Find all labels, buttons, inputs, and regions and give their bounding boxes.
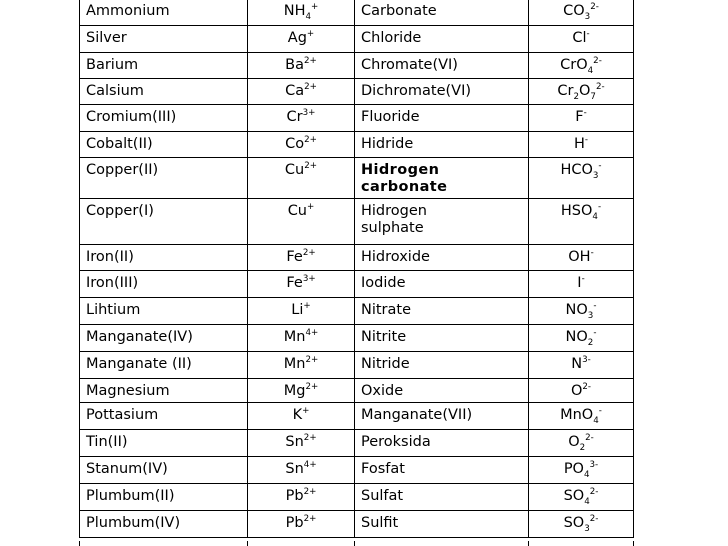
anion-formula: $O^{2-}$ <box>529 378 634 402</box>
table-row <box>80 25 634 52</box>
anion-name: Nitrate <box>355 297 529 324</box>
cation-formula: $Pb^{2+}$ <box>248 483 355 510</box>
cation-name: Tin(II) <box>80 429 248 456</box>
cation-name: Cobalt(II) <box>80 131 248 157</box>
table-continuation <box>79 541 634 546</box>
anion-name: Carbonate <box>355 0 529 25</box>
cation-name: Iron(II) <box>80 244 248 270</box>
anion-formula: $HCO_3^-$ <box>529 157 634 198</box>
table-row <box>80 456 634 483</box>
cation-name: Cromium(III) <box>80 104 248 131</box>
table-row <box>80 378 634 402</box>
cation-formula: $Ca^{2+}$ <box>248 78 355 104</box>
cation-name: Plumbum(II) <box>80 483 248 510</box>
cation-name: Silver <box>80 25 248 52</box>
table-row <box>80 297 634 324</box>
ion-table-body <box>80 0 634 537</box>
cation-formula: Ag+ <box>248 25 355 52</box>
cation-name: Calsium <box>80 78 248 104</box>
cation-formula: $Mn^{2+}$ <box>248 351 355 378</box>
anion-formula: $SO_4^{2-}$ <box>529 483 634 510</box>
ion-table <box>79 0 634 538</box>
cation-formula: $Mg^{2+}$ <box>248 378 355 402</box>
anion-name: Oxide <box>355 378 529 402</box>
anion-name: Sulfat <box>355 483 529 510</box>
anion-name: Hidride <box>355 131 529 157</box>
cation-name: Plumbum(IV) <box>80 510 248 537</box>
anion-formula: OH- <box>529 244 634 270</box>
anion-formula: $Cr_2O_7^{2-}$ <box>529 78 634 104</box>
cation-formula: $Fe^{3+}$ <box>248 270 355 297</box>
table-row <box>80 510 634 537</box>
anion-name: Hidrogen carbonate <box>355 157 529 198</box>
anion-name: Sulfit <box>355 510 529 537</box>
anion-name: Chromate(VI) <box>355 52 529 78</box>
anion-name: Nitrite <box>355 324 529 351</box>
table-row <box>80 78 634 104</box>
cation-name: Barium <box>80 52 248 78</box>
table-row <box>80 402 634 429</box>
anion-formula: MnO$_4$- <box>529 402 634 429</box>
anion-name: Iodide <box>355 270 529 297</box>
cation-name: Ammonium <box>80 0 248 25</box>
anion-formula: Cl- <box>529 25 634 52</box>
cation-formula: $Cu^{2+}$ <box>248 157 355 198</box>
anion-name: Nitride <box>355 351 529 378</box>
table-row <box>80 244 634 270</box>
table-row <box>80 131 634 157</box>
anion-formula: $CO_3^{2-}$ <box>529 0 634 25</box>
anion-name: Hidrogen sulphate <box>355 198 529 244</box>
anion-formula: CrO$_4^{2-}$ <box>529 52 634 78</box>
cation-formula: $Sn^{4+}$ <box>248 456 355 483</box>
anion-name: Fluoride <box>355 104 529 131</box>
cation-name: Stanum(IV) <box>80 456 248 483</box>
anion-name: Manganate(VII) <box>355 402 529 429</box>
anion-formula: $NO_2^-$ <box>529 324 634 351</box>
anion-formula: $O_2^{2-}$ <box>529 429 634 456</box>
cation-formula: $Ba^{2+}$ <box>248 52 355 78</box>
anion-name: Hidroxide <box>355 244 529 270</box>
table-row <box>80 429 634 456</box>
cation-name: Magnesium <box>80 378 248 402</box>
cation-formula: Li+ <box>248 297 355 324</box>
cation-formula: K+ <box>248 402 355 429</box>
cation-name: Manganate (II) <box>80 351 248 378</box>
table-row <box>80 351 634 378</box>
table-row <box>80 270 634 297</box>
cation-formula: $NH_4^+$ <box>248 0 355 25</box>
cation-formula: Cu+ <box>248 198 355 244</box>
anion-formula: H- <box>529 131 634 157</box>
anion-name: Peroksida <box>355 429 529 456</box>
table-row <box>80 324 634 351</box>
cation-formula: $Pb^{2+}$ <box>248 510 355 537</box>
anion-formula: $NO_3^-$ <box>529 297 634 324</box>
table-row <box>80 198 634 244</box>
cation-name: Copper(I) <box>80 198 248 244</box>
anion-formula: I- <box>529 270 634 297</box>
anion-formula: $HSO_4^-$ <box>529 198 634 244</box>
anion-formula: $N^{3-}$ <box>529 351 634 378</box>
cation-formula: $Sn^{2+}$ <box>248 429 355 456</box>
anion-name: Chloride <box>355 25 529 52</box>
cation-formula: $Cr^{3+}$ <box>248 104 355 131</box>
table-row <box>80 483 634 510</box>
table-row <box>80 157 634 198</box>
cation-formula: $Co^{2+}$ <box>248 131 355 157</box>
cation-name: Lihtium <box>80 297 248 324</box>
cation-name: Copper(II) <box>80 157 248 198</box>
table-row <box>80 104 634 131</box>
anion-name: Dichromate(VI) <box>355 78 529 104</box>
anion-formula: F- <box>529 104 634 131</box>
table-row <box>80 0 634 25</box>
anion-name: Fosfat <box>355 456 529 483</box>
table-row <box>80 52 634 78</box>
cation-name: Manganate(IV) <box>80 324 248 351</box>
cation-name: Iron(III) <box>80 270 248 297</box>
cation-formula: $Mn^{4+}$ <box>248 324 355 351</box>
anion-formula: $SO_3^{2-}$ <box>529 510 634 537</box>
cation-name: Pottasium <box>80 402 248 429</box>
anion-formula: $PO_4^{3-}$ <box>529 456 634 483</box>
cation-formula: $Fe^{2+}$ <box>248 244 355 270</box>
